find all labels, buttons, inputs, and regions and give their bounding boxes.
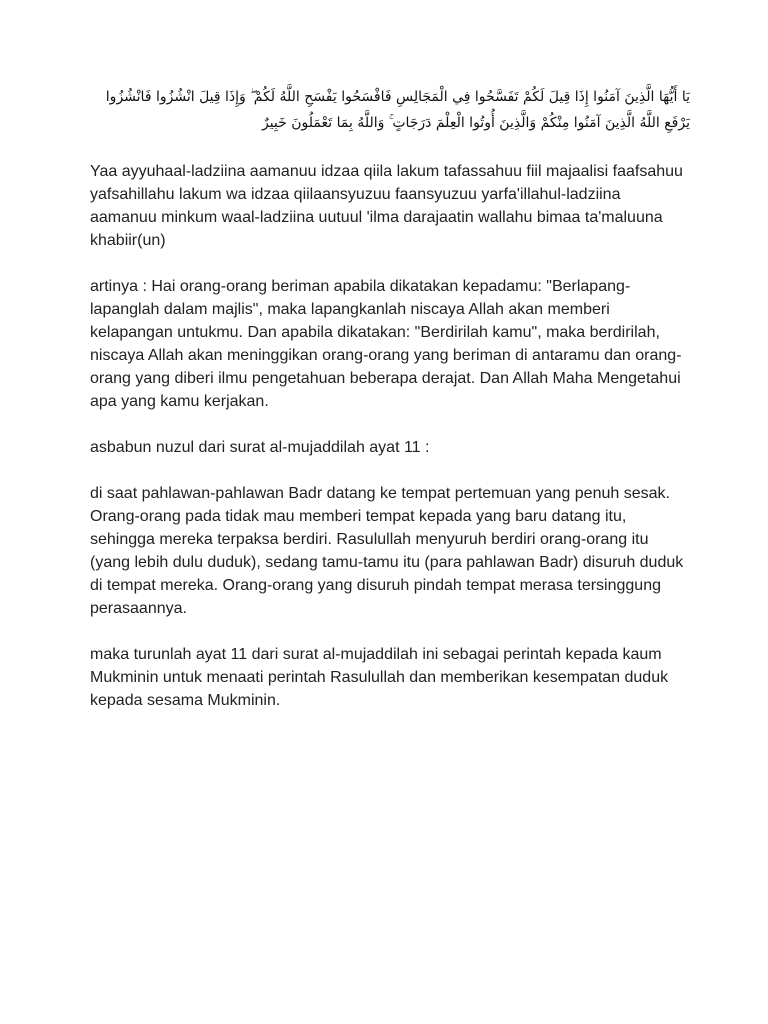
transliteration-paragraph: Yaa ayyuhaal-ladziina aamanuu idzaa qiila lakum tafassahuu fiil majaalisi faafsahuu yafsahillahu lakum wa idzaa qiilaansyuzuu faansyuzuu yarfa'illahul-ladziina aamanuu minkum waal-ladziina uutuul 'ilma darajaatin wallahu bimaa ta'maluuna khabiir(un) [90,163,683,249]
translation-paragraph: artinya : Hai orang-orang beriman apabila dikatakan kepadamu: "Berlapang-lapanglah dalam majlis", maka lapangkanlah niscaya Allah akan memberi kelapangan untukmu. Dan apabila dikatakan: "Berdirilah kamu", maka berdirilah, niscaya Allah akan meninggikan orang-orang yang beriman di antaramu dan orang-orang yang diberi ilmu pengetahuan beberapa derajat. Dan Allah Maha Mengetahui apa yang kamu kerjakan. [90,278,682,410]
conclusion-paragraph: maka turunlah ayat 11 dari surat al-mujaddilah ini sebagai perintah kepada kaum Mukminin untuk menaati perintah Rasulullah dan memberikan kesempatan duduk kepada sesama Mukminin. [90,646,669,709]
asbabun-nuzul-paragraph: di saat pahlawan-pahlawan Badr datang ke tempat pertemuan yang penuh sesak. Orang-orang pada tidak mau memberi tempat kepada yang baru datang itu, sehingga mereka terpaksa berdiri. Rasulullah menyuruh berdiri orang-orang itu (yang lebih dulu duduk), sedang tamu-tamu itu (para pahlawan Badr) disuruh duduk di tempat mereka. Orang-orang yang disuruh pindah tempat merasa tersinggung perasaannya. [90,485,684,617]
asbabun-nuzul-heading: asbabun nuzul dari surat al-mujaddilah ayat 11 : [90,439,430,456]
arabic-verse: يَا أَيُّهَا الَّذِينَ آمَنُوا إِذَا قِيلَ لَكُمْ تَفَسَّحُوا فِي الْمَجَالِسِ فَافْسَحُوا يَفْسَحِ اللَّهُ لَكُمْ ۖ وَإِذَا قِيلَ انْشُزُوا فَانْشُزُوا يَرْفَعِ اللَّهُ الَّذِينَ آمَنُوا مِنْكُمْ وَالَّذِينَ أُوتُوا الْعِلْمَ دَرَجَاتٍ ۚ وَاللَّهُ بِمَا تَعْمَلُونَ خَبِيرٌ [105,89,690,131]
document-page [90,84,690,735]
